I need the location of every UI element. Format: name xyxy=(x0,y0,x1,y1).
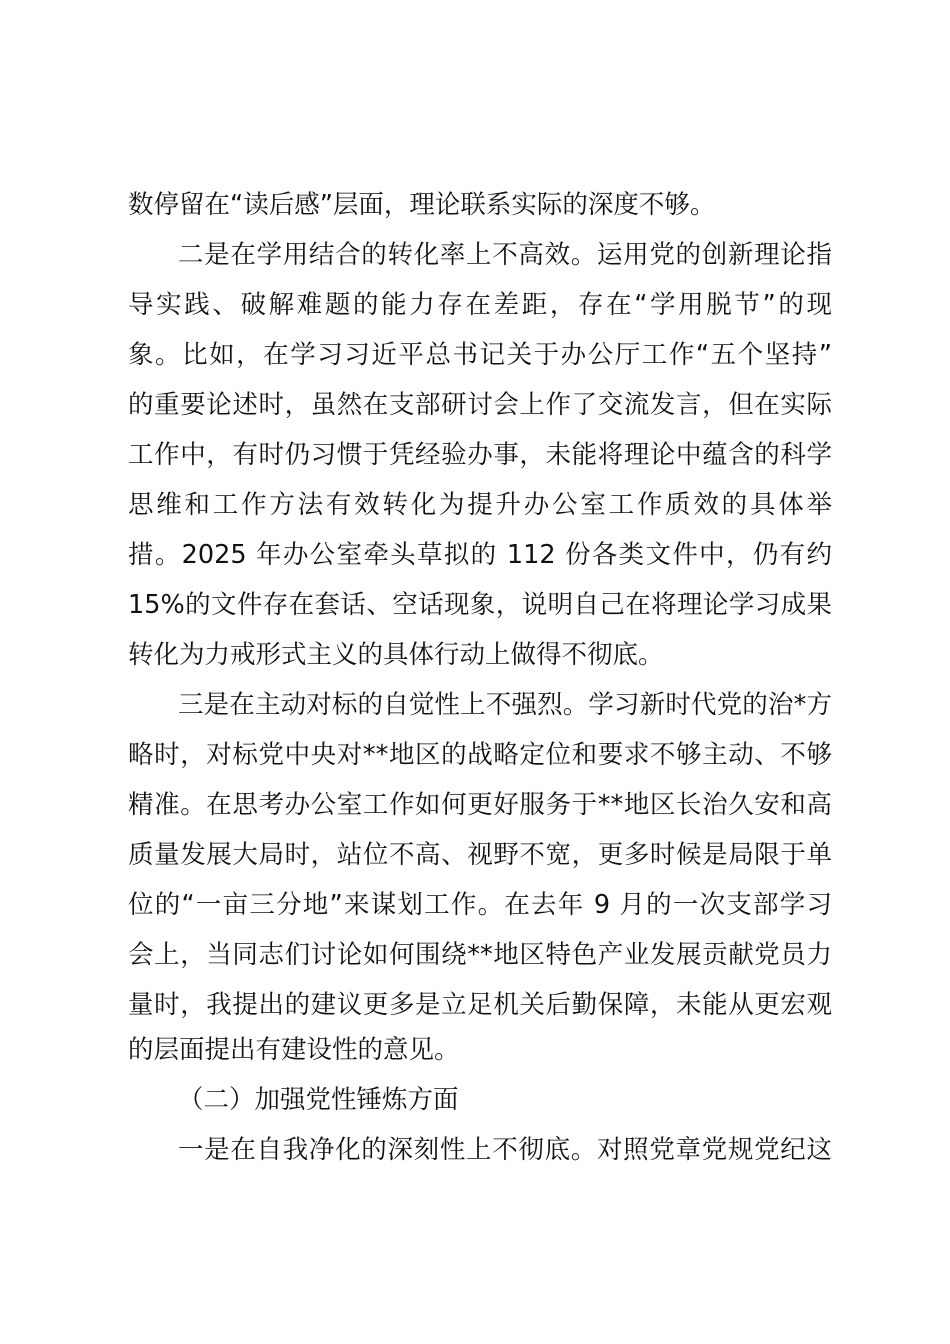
text-line: 工作中，有时仍习惯于凭经验办事，未能将理论中蕴含的科学 xyxy=(128,440,832,470)
text-line: 二是在学用结合的转化率上不高效。运用党的创新理论指 xyxy=(178,240,832,270)
text-line: 的重要论述时，虽然在支部研讨会上作了交流发言，但在实际 xyxy=(128,390,832,420)
text-line: 导实践、破解难题的能力存在差距，存在“学用脱节”的现 xyxy=(128,290,832,320)
text-line: 会上，当同志们讨论如何围绕**地区特色产业发展贡献党员力 xyxy=(128,940,832,970)
text-line: 三是在主动对标的自觉性上不强烈。学习新时代党的治*方 xyxy=(178,690,832,720)
text-line: 15%的文件存在套话、空话现象，说明自己在将理论学习成果 xyxy=(128,590,832,620)
text-line: 精准。在思考办公室工作如何更好服务于**地区长治久安和高 xyxy=(128,790,832,820)
text-line: 措。2025 年办公室牵头草拟的 112 份各类文件中，仍有约 xyxy=(128,540,832,570)
text-line: 思维和工作方法有效转化为提升办公室工作质效的具体举 xyxy=(128,490,832,520)
text-line: 位的“一亩三分地”来谋划工作。在去年 9 月的一次支部学习 xyxy=(128,890,832,920)
text-line: 的层面提出有建设性的意见。 xyxy=(128,1035,460,1065)
text-line: 略时，对标党中央对**地区的战略定位和要求不够主动、不够 xyxy=(128,740,832,770)
text-line: 数停留在“读后感”层面，理论联系实际的深度不够。 xyxy=(128,190,716,220)
text-line: 质量发展大局时，站位不高、视野不宽，更多时候是局限于单 xyxy=(128,840,832,870)
text-line: 象。比如，在学习习近平总书记关于办公厅工作“五个坚持” xyxy=(128,340,832,370)
section-heading: （二）加强党性锤炼方面 xyxy=(178,1085,459,1115)
text-line: 量时，我提出的建议更多是立足机关后勤保障，未能从更宏观 xyxy=(128,990,832,1020)
text-line: 一是在自我净化的深刻性上不彻底。对照党章党规党纪这 xyxy=(178,1135,832,1165)
text-line: 转化为力戒形式主义的具体行动上做得不彻底。 xyxy=(128,640,664,670)
